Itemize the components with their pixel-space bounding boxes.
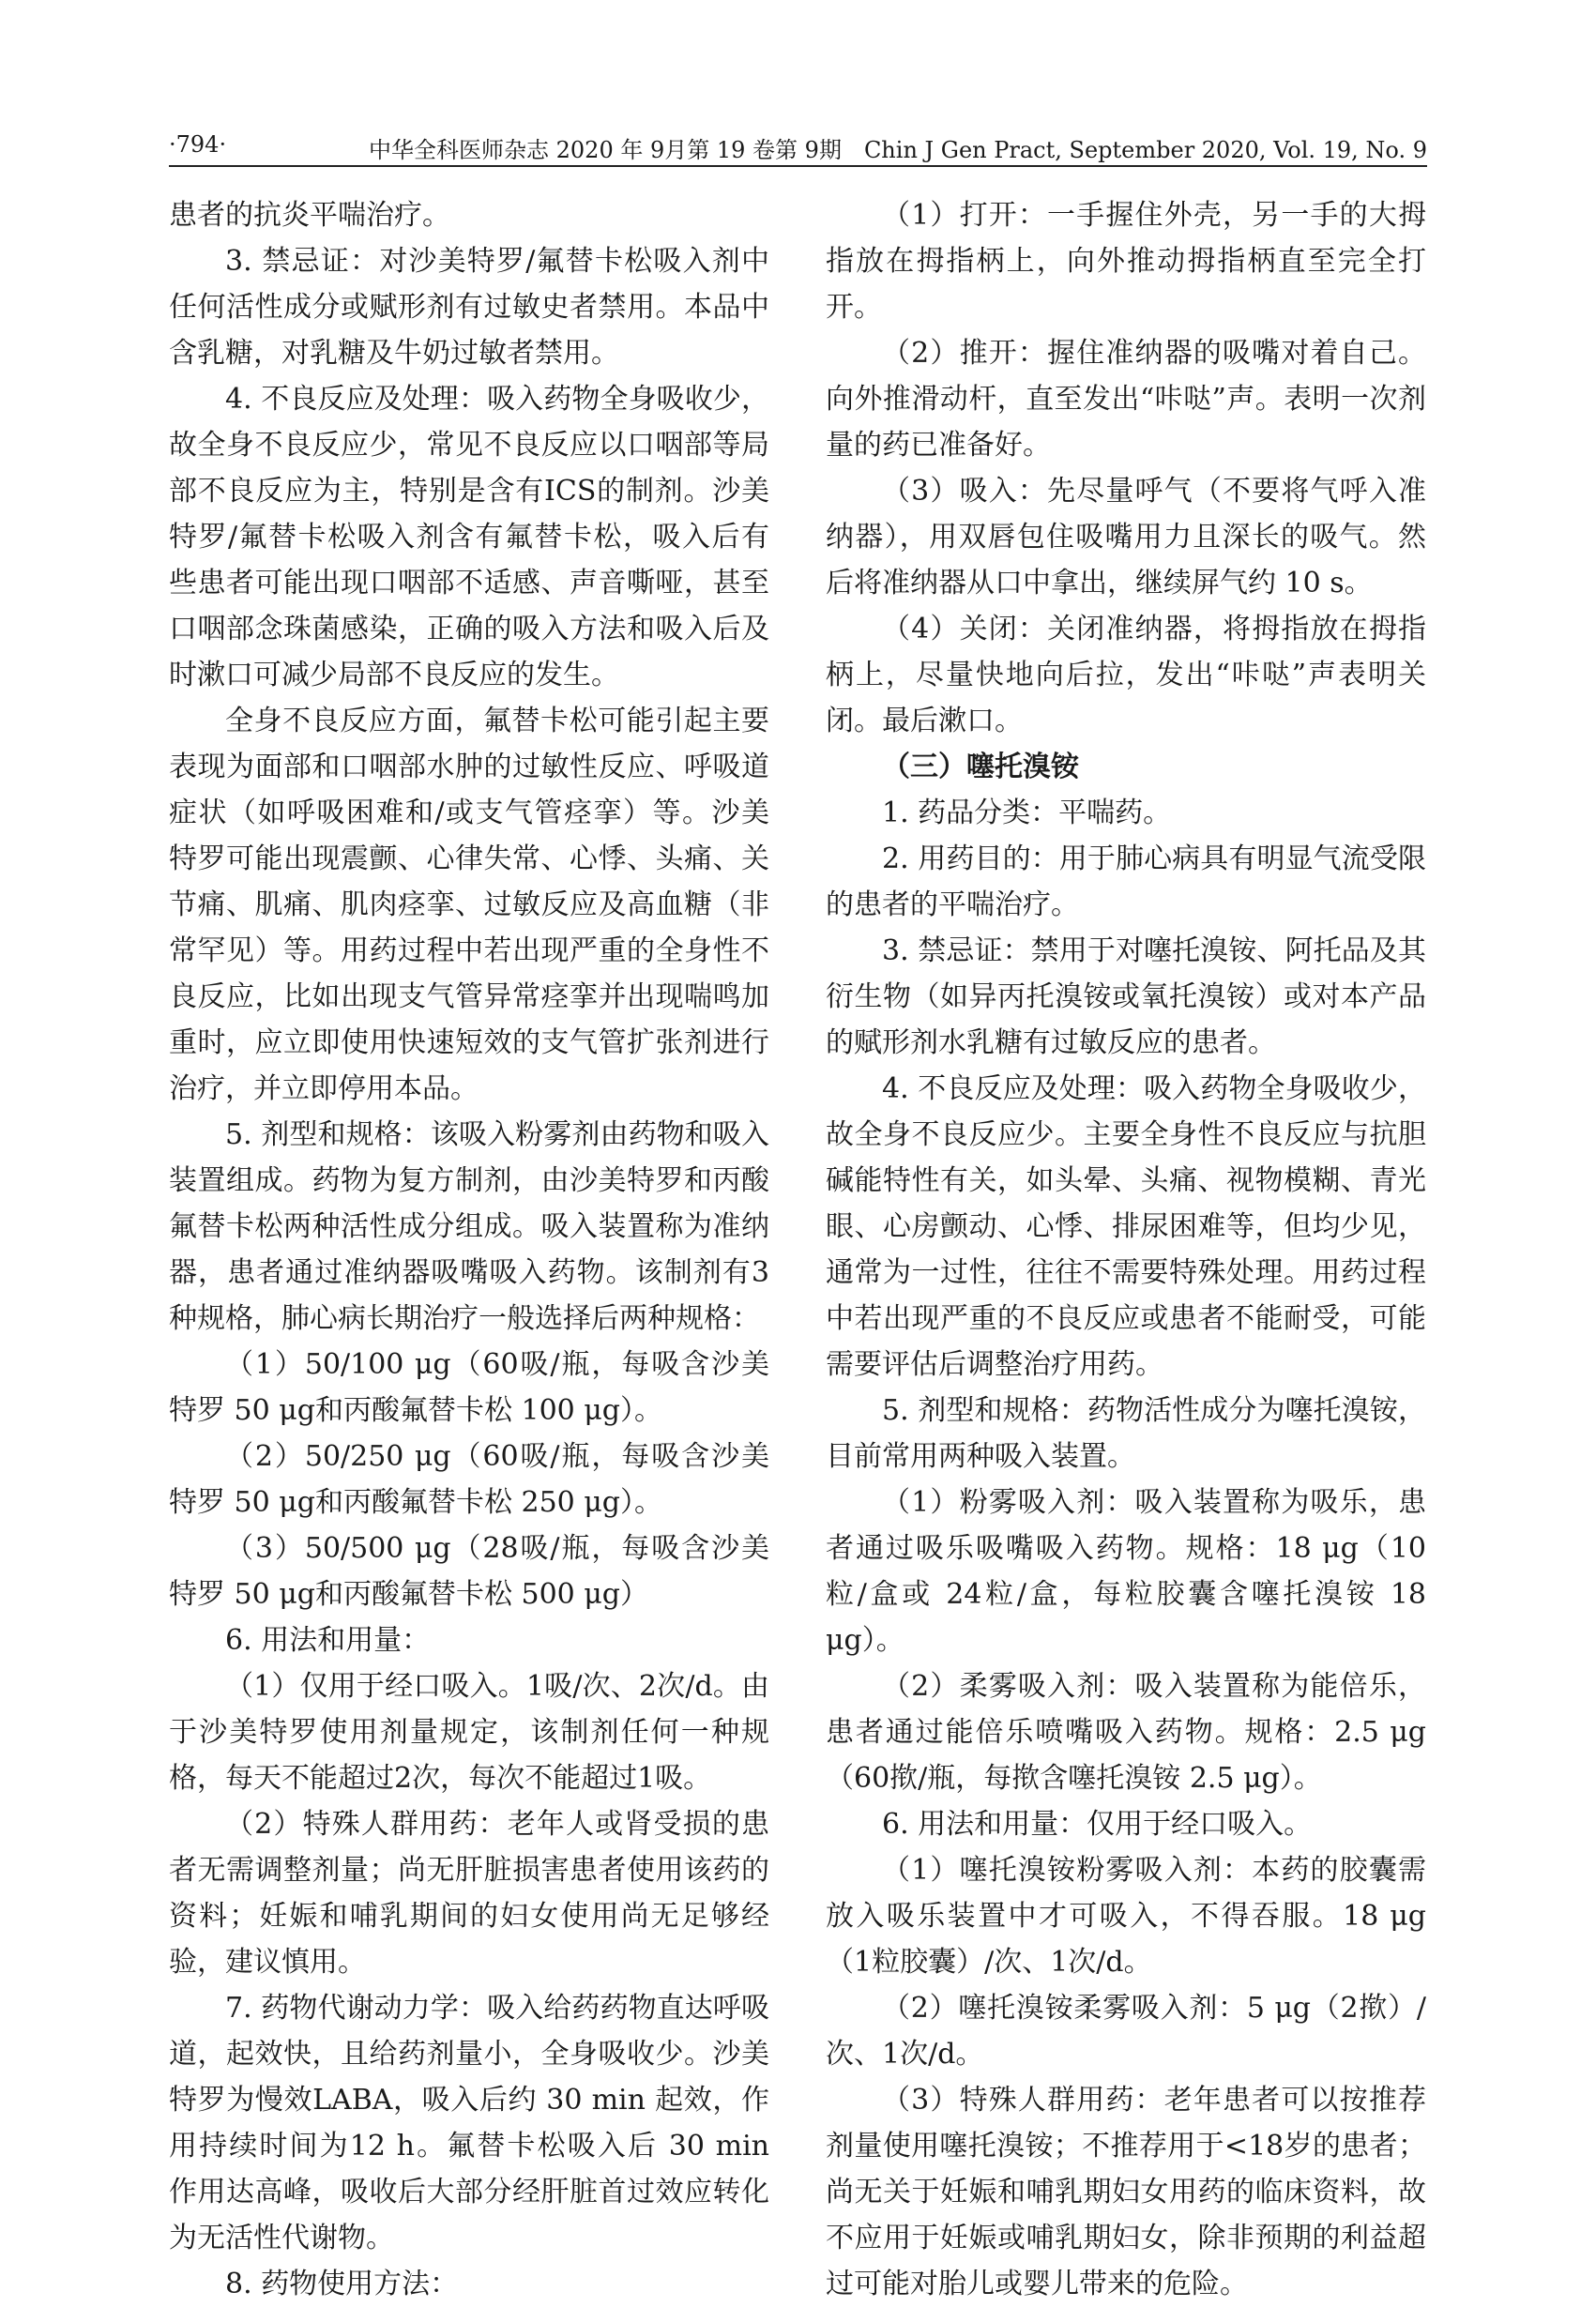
paragraph: 患者的抗炎平喘治疗。 [169,199,450,232]
running-header [169,131,1427,165]
paragraph: 1. 药品分类：平喘药。 [882,797,1172,829]
paragraph: 4. 不良反应及处理：吸入药物全身吸收少，故全身不良反应少，常见不良反应以口咽部等局部不良反应为主，特别是含有ICS的制剂。沙美特罗/氟替卡松吸入剂含有氟替卡松，吸入后有些患者可能出现口咽部不适感、声音嘶哑，甚至口咽部念珠菌感染，正确的吸入方法和吸入后及时漱口可减少局部不良反应的发生。 [169,383,769,691]
paragraph: （2）50/250 μg（60吸/瓶，每吸含沙美特罗 50 μg和丙酸氟替卡松 250 μg）。 [169,1440,769,1519]
paragraph: 3. 禁忌证：对沙美特罗/氟替卡松吸入剂中任何活性成分或赋形剂有过敏史者禁用。本品中含乳糖，对乳糖及牛奶过敏者禁用。 [169,245,769,370]
right-column [826,192,1426,2307]
paragraph: 4. 不良反应及处理：吸入药物全身吸收少，故全身不良反应少。主要全身性不良反应与抗胆碱能特性有关，如头晕、头痛、视物模糊、青光眼、心房颤动、心悸、排尿困难等，但均少见，通常为一过性，往往不需要特殊处理。用药过程中若出现严重的不良反应或患者不能耐受，可能需要评估后调整治疗用药。 [826,1072,1426,1381]
paragraph: 2. 用药目的：用于肺心病具有明显气流受限的患者的平喘治疗。 [826,842,1426,921]
paragraph: （3）吸入：先尽量呼气（不要将气呼入准纳器），用双唇包住吸嘴用力且深长的吸气。然后将准纳器从口中拿出，继续屏气约 10 s。 [826,475,1426,600]
paragraph: （2）推开：握住准纳器的吸嘴对着自己。向外推滑动杆，直至发出“咔哒”声。表明一次剂量的药已准备好。 [826,337,1426,462]
paragraph: 3. 禁忌证：禁用于对噻托溴铵、阿托品及其衍生物（如异丙托溴铵或氧托溴铵）或对本产品的赋形剂水乳糖有过敏反应的患者。 [826,934,1426,1059]
paragraph: （1）噻托溴铵粉雾吸入剂：本药的胶囊需放入吸乐装置中才可吸入，不得吞服。18 μg（1粒胶囊）/次、1次/d。 [826,1854,1426,1979]
section-heading: （三）噻托溴铵 [882,751,1079,783]
paragraph: （2）柔雾吸入剂：吸入装置称为能倍乐，患者通过能倍乐喷嘴吸入药物。规格：2.5 μg（60揿/瓶，每揿含噻托溴铵 2.5 μg）。 [826,1670,1426,1795]
paragraph: 5. 剂型和规格：该吸入粉雾剂由药物和吸入装置组成。药物为复方制剂，由沙美特罗和丙酸氟替卡松两种活性成分组成。吸入装置称为准纳器，患者通过准纳器吸嘴吸入药物。该制剂有3种规格，肺心病长期治疗一般选择后两种规格： [169,1118,769,1335]
paragraph: 6. 用法和用量： [225,1624,431,1657]
left-column [169,192,769,2307]
paragraph: （2）特殊人群用药：老年人或肾受损的患者无需调整剂量；尚无肝脏损害患者使用该药的资料；妊娠和哺乳期间的妇女使用尚无足够经验，建议慎用。 [169,1808,769,1979]
journal-citation: 中华全科医师杂志 2020 年 9月第 19 卷第 9期 Chin J Gen Pract, September 2020, Vol. 19, No. 9 [369,137,1427,163]
paragraph: （3）特殊人群用药：老年患者可以按推荐剂量使用噻托溴铵；不推荐用于<18岁的患者；尚无关于妊娠和哺乳期妇女用药的临床资料，故不应用于妊娠或哺乳期妇女，除非预期的利益超过可能对胎儿或婴儿带来的危险。 [826,2084,1426,2300]
page-number: ·794· [169,131,227,158]
paragraph: （1）打开：一手握住外壳，另一手的大拇指放在拇指柄上，向外推动拇指柄直至完全打开。 [826,199,1426,324]
paragraph: 6. 用法和用量：仅用于经口吸入。 [882,1808,1313,1841]
paragraph: （1）粉雾吸入剂：吸入装置称为吸乐，患者通过吸乐吸嘴吸入药物。规格：18 μg（10粒/盒或 24粒/盒，每粒胶囊含噻托溴铵 18 μg）。 [826,1486,1426,1657]
paragraph: 5. 剂型和规格：药物活性成分为噻托溴铵，目前常用两种吸入装置。 [826,1394,1426,1473]
paragraph: （1）仅用于经口吸入。1吸/次、2次/d。由于沙美特罗使用剂量规定，该制剂任何一种规格，每天不能超过2次，每次不能超过1吸。 [169,1670,769,1795]
paragraph: （2）噻托溴铵柔雾吸入剂：5 μg（2揿）/次、1次/d。 [826,1992,1426,2071]
paragraph: 全身不良反应方面，氟替卡松可能引起主要表现为面部和口咽部水肿的过敏性反应、呼吸道症状（如呼吸困难和/或支气管痉挛）等。沙美特罗可能出现震颤、心律失常、心悸、头痛、关节痛、肌痛、肌肉痉挛、过敏反应及高血糖（非常罕见）等。用药过程中若出现严重的全身性不良反应，比如出现支气管异常痉挛并出现喘鸣加重时，应立即使用快速短效的支气管扩张剂进行治疗，并立即停用本品。 [169,705,769,1105]
paragraph: （1）50/100 μg（60吸/瓶，每吸含沙美特罗 50 μg和丙酸氟替卡松 100 μg）。 [169,1348,769,1427]
paragraph: （4）关闭：关闭准纳器，将拇指放在拇指柄上，尽量快地向后拉，发出“咔哒”声表明关闭。最后漱口。 [826,613,1426,737]
paragraph: （3）50/500 μg（28吸/瓶，每吸含沙美特罗 50 μg和丙酸氟替卡松 500 μg） [169,1532,769,1611]
header-rule [169,165,1427,167]
paragraph: 8. 药物使用方法： [225,2268,459,2300]
paragraph: 7. 药物代谢动力学：吸入给药药物直达呼吸道，起效快，且给药剂量小，全身吸收少。沙美特罗为慢效LABA，吸入后约 30 min 起效，作用持续时间为12 h。氟替卡松吸入后 30 min 作用达高峰，吸收后大部分经肝脏首过效应转化为无活性代谢物。 [169,1992,769,2254]
